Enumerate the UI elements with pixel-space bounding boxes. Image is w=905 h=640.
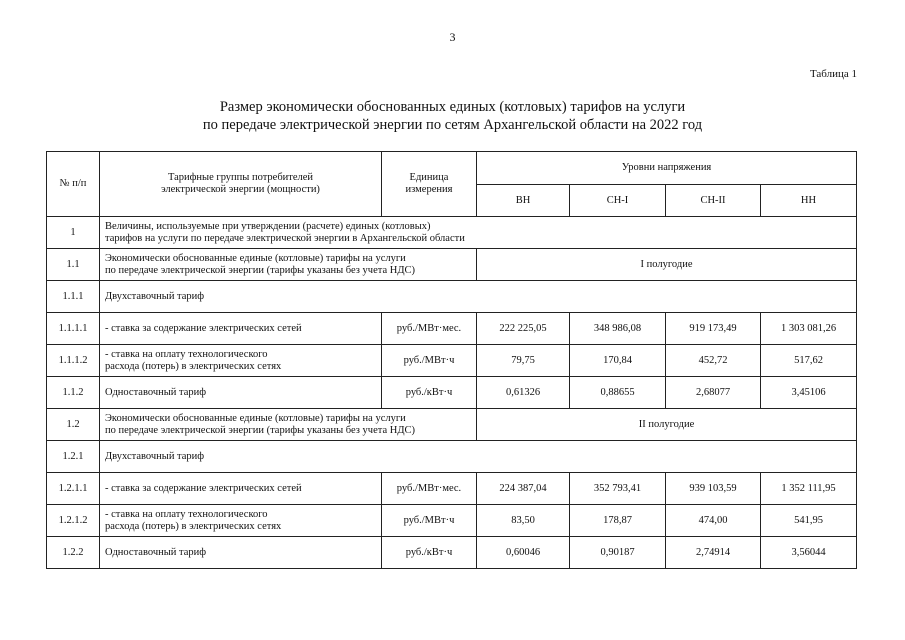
value-nn: 3,45106 [761, 377, 857, 409]
value-sn1: 0,90187 [570, 537, 666, 569]
value-sn2: 919 173,49 [666, 313, 761, 345]
value-nn: 517,62 [761, 345, 857, 377]
value-sn2: 2,74914 [666, 537, 761, 569]
row-description-line-1: - ставка на оплату технологического [105, 508, 268, 520]
table-row [47, 217, 857, 249]
header-group-line-2: электрической энергии (мощности) [161, 184, 320, 195]
period-label: I полугодие [477, 249, 857, 281]
value-vn: 83,50 [477, 505, 570, 537]
header-unit [382, 152, 477, 217]
header-unit-line-2: измерения [405, 184, 453, 195]
value-sn2: 939 103,59 [666, 473, 761, 505]
row-description-line-2: расхода (потерь) в электрических сетях [105, 360, 282, 372]
row-description-line-1: Экономически обоснованные единые (котловые) тарифы на услуги [105, 252, 406, 264]
row-description-line-2: расхода (потерь) в электрических сетях [105, 520, 282, 532]
row-unit: руб./МВт·ч [382, 505, 477, 537]
row-unit: руб./МВт·мес. [382, 313, 477, 345]
value-sn1: 348 986,08 [570, 313, 666, 345]
value-sn1: 0,88655 [570, 377, 666, 409]
row-description: Одноставочный тариф [100, 377, 382, 409]
header-consumer-groups [100, 152, 382, 217]
table-row [47, 409, 857, 441]
title-line-2: по передаче электрической энергии по сетям Архангельской области на 2022 год [202, 117, 703, 133]
row-description-line-2: по передаче электрической энергии (тарифы указаны без учета НДС) [105, 264, 415, 276]
row-description: Двухставочный тариф [100, 281, 857, 313]
value-vn: 224 387,04 [477, 473, 570, 505]
row-num: 1.2.1.1 [47, 473, 100, 505]
row-description [100, 217, 857, 249]
value-nn: 1 303 081,26 [761, 313, 857, 345]
table-row [47, 473, 857, 505]
table-row [47, 377, 857, 409]
row-num: 1 [47, 217, 100, 249]
table-row [47, 249, 857, 281]
value-nn: 3,56044 [761, 537, 857, 569]
row-unit: руб./кВт·ч [382, 377, 477, 409]
value-nn: 1 352 111,95 [761, 473, 857, 505]
row-num: 1.2.1 [47, 441, 100, 473]
table-row [47, 313, 857, 345]
row-description: - ставка за содержание электрических сетей [100, 473, 382, 505]
table-header-row [47, 152, 857, 185]
header-group-line-1: Тарифные группы потребителей [167, 172, 314, 183]
header-sn1: СН-I [570, 185, 666, 217]
row-description: - ставка за содержание электрических сетей [100, 313, 382, 345]
row-num: 1.1.1 [47, 281, 100, 313]
row-description-line-1: Экономически обоснованные единые (котловые) тарифы на услуги [105, 412, 406, 424]
title-line-1: Размер экономически обоснованных единых (котловых) тарифов на услуги [219, 99, 686, 115]
row-unit: руб./кВт·ч [382, 537, 477, 569]
value-sn1: 178,87 [570, 505, 666, 537]
row-num: 1.1.2 [47, 377, 100, 409]
header-sn2: СН-II [666, 185, 761, 217]
header-unit-line-1: Единица [409, 172, 449, 183]
period-label: II полугодие [477, 409, 857, 441]
table-row [47, 281, 857, 313]
row-unit: руб./МВт·мес. [382, 473, 477, 505]
value-sn1: 170,84 [570, 345, 666, 377]
value-vn: 0,60046 [477, 537, 570, 569]
table-row [47, 345, 857, 377]
header-voltage-levels: Уровни напряжения [477, 152, 857, 185]
row-description: Одноставочный тариф [100, 537, 382, 569]
row-num: 1.2 [47, 409, 100, 441]
value-vn: 222 225,05 [477, 313, 570, 345]
value-sn2: 2,68077 [666, 377, 761, 409]
row-description-line-2: по передаче электрической энергии (тарифы указаны без учета НДС) [105, 424, 415, 436]
row-description-line-1: Величины, используемые при утверждении (расчете) единых (котловых) [105, 220, 431, 232]
value-vn: 79,75 [477, 345, 570, 377]
tariff-table [46, 151, 857, 569]
value-sn2: 474,00 [666, 505, 761, 537]
table-row [47, 441, 857, 473]
document-title [0, 98, 905, 134]
row-description-line-1: - ставка на оплату технологического [105, 348, 268, 360]
row-description: Двухставочный тариф [100, 441, 857, 473]
header-vn: ВН [477, 185, 570, 217]
header-num: № п/п [47, 152, 100, 217]
table-row [47, 505, 857, 537]
row-description-line-2: тарифов на услуги по передаче электрической энергии в Архангельской области [105, 232, 465, 244]
row-description [100, 505, 382, 537]
table-label: Таблица 1 [809, 68, 857, 80]
row-num: 1.1 [47, 249, 100, 281]
page-number: 3 [449, 30, 456, 44]
row-unit: руб./МВт·ч [382, 345, 477, 377]
row-description [100, 345, 382, 377]
value-nn: 541,95 [761, 505, 857, 537]
value-sn2: 452,72 [666, 345, 761, 377]
row-num: 1.2.2 [47, 537, 100, 569]
row-num: 1.1.1.2 [47, 345, 100, 377]
row-description [100, 249, 477, 281]
value-vn: 0,61326 [477, 377, 570, 409]
row-description [100, 409, 477, 441]
row-num: 1.1.1.1 [47, 313, 100, 345]
value-sn1: 352 793,41 [570, 473, 666, 505]
row-num: 1.2.1.2 [47, 505, 100, 537]
table-row [47, 537, 857, 569]
header-nn: НН [761, 185, 857, 217]
